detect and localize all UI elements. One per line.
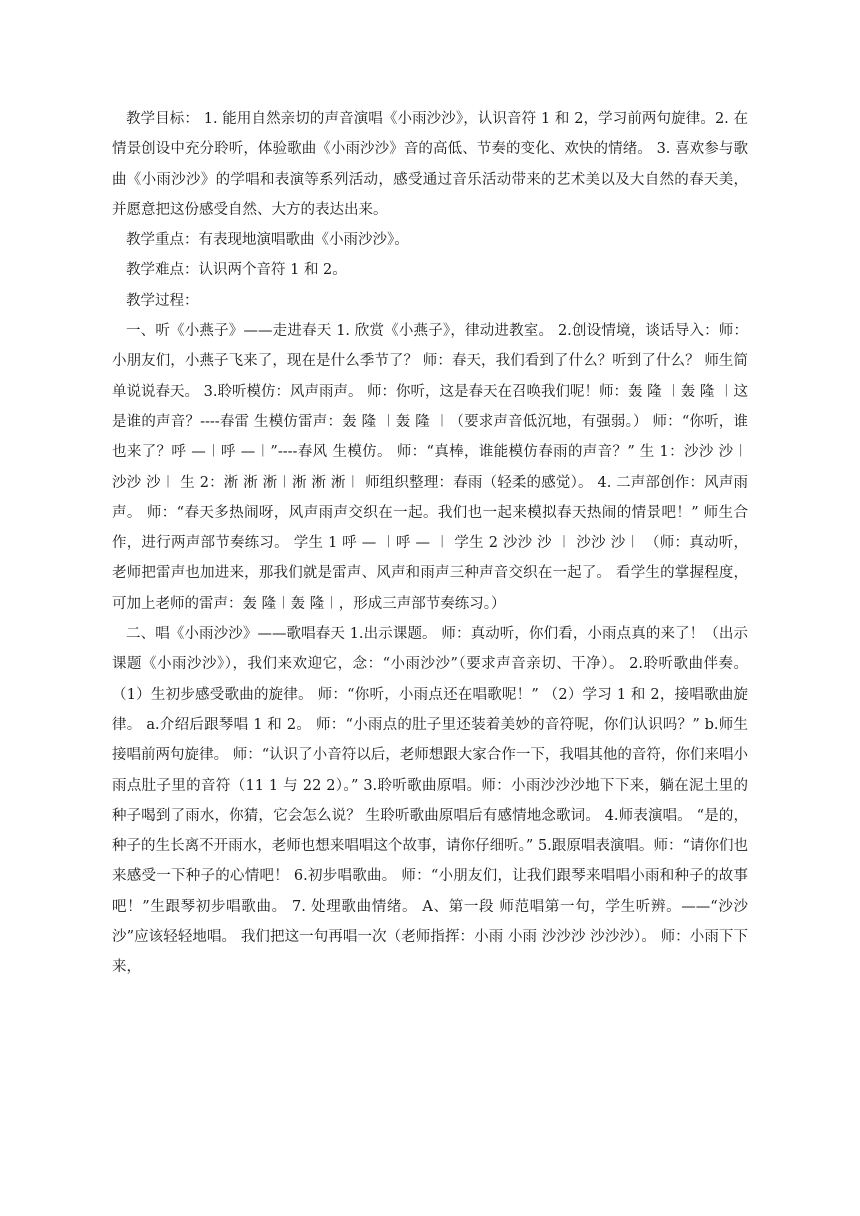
paragraph-teaching-focus: 教学重点：有表现地演唱歌曲《小雨沙沙》。	[126, 232, 409, 249]
document-page	[112, 104, 748, 983]
paragraph-teaching-goals: 教学目标： 1. 能用自然亲切的声音演唱《小雨沙沙》，认识音符 1 和 2，学习前两句旋律。2. 在情景创设中充分聆听，体验歌曲《小雨沙沙》音的高低、节奏的变化、欢快的情绪。 3. 喜欢参与歌曲《小雨沙沙》的学唱和表演等系列活动，感受通过音乐活动带来的艺术美以及大自然的春天美，并愿意把这份感受自然、大方的表达出来。	[112, 111, 748, 218]
paragraph-section-one: 一、听《小燕子》——走进春天 1. 欣赏《小燕子》，律动进教室。 2.创设情境，谈话导入：师：小朋友们，小燕子飞来了，现在是什么季节了？ 师：春天，我们看到了什么？听到了什么？ 师生简单说说春天。 3.聆听模仿：风声雨声。 师：你听，这是春天在召唤我们呢！师：轰 隆 ︱轰 隆 ︱这是谁的声音？----春雷 生模仿雷声：轰 隆 ︱轰 隆 ︱（要求声音低沉地，有强弱。） 师：“你听，谁也来了？呼 —︱呼 —︱”----春风 生模仿。 师：“真棒，谁能模仿春雨的声音？” 生 1：沙沙 沙︱ 沙沙 沙︱ 生 2：淅 淅 淅︱淅 淅 淅︱ 师组织整理：春雨（轻柔的感觉）。 4. 二声部创作：风声雨声。 师：“春天多热闹呀，风声雨声交织在一起。我们也一起来模拟春天热闹的情景吧！” 师生合作，进行两声部节奏练习。 学生 1 呼 — ︱呼 — ︱ 学生 2 沙沙 沙 ︱ 沙沙 沙︱ （师：真动听，老师把雷声也加进来，那我们就是雷声、风声和雨声三种声音交织在一起了。 看学生的掌握程度，可加上老师的雷声：轰 隆︱轰 隆︱，形成三声部节奏练习。）	[112, 323, 748, 612]
paragraph-teaching-process-heading: 教学过程：	[126, 292, 199, 309]
paragraph-teaching-difficulty: 教学难点：认识两个音符 1 和 2。	[126, 262, 347, 279]
paragraph-section-two: 二、唱《小雨沙沙》——歌唱春天 1.出示课题。 师：真动听，你们看，小雨点真的来了！（出示课题《小雨沙沙》），我们来欢迎它，念：“小雨沙沙”（要求声音亲切、干净）。 2.聆听歌曲伴奏。 （1）生初步感受歌曲的旋律。 师：“你听，小雨点还在唱歌呢！” （2）学习 1 和 2，接唱歌曲旋律。 a.介绍后跟琴唱 1 和 2。 师：“小雨点的肚子里还装着美妙的音符呢，你们认识吗？” b.师生接唱前两句旋律。 师：“认识了小音符以后，老师想跟大家合作一下，我唱其他的音符，你们来唱小雨点肚子里的音符（11 1 与 22 2）。” 3.聆听歌曲原唱。师：小雨沙沙沙地下下来，躺在泥土里的种子喝到了雨水，你猜，它会怎么说？ 生聆听歌曲原唱后有感情地念歌词。 4.师表演唱。 “是的，种子的生长离不开雨水，老师也想来唱唱这个故事，请你仔细听。” 5.跟原唱表演唱。师：“请你们也来感受一下种子的心情吧！ 6.初步唱歌曲。 师：“小朋友们，让我们跟琴来唱唱小雨和种子的故事吧！”生跟琴初步唱歌曲。 7. 处理歌曲情绪。 A、第一段 师范唱第一句，学生听辨。——“沙沙沙”应该轻轻地唱。 我们把这一句再唱一次（老师指挥：小雨 小雨 沙沙沙 沙沙沙）。 师：小雨下下来，	[112, 626, 748, 976]
